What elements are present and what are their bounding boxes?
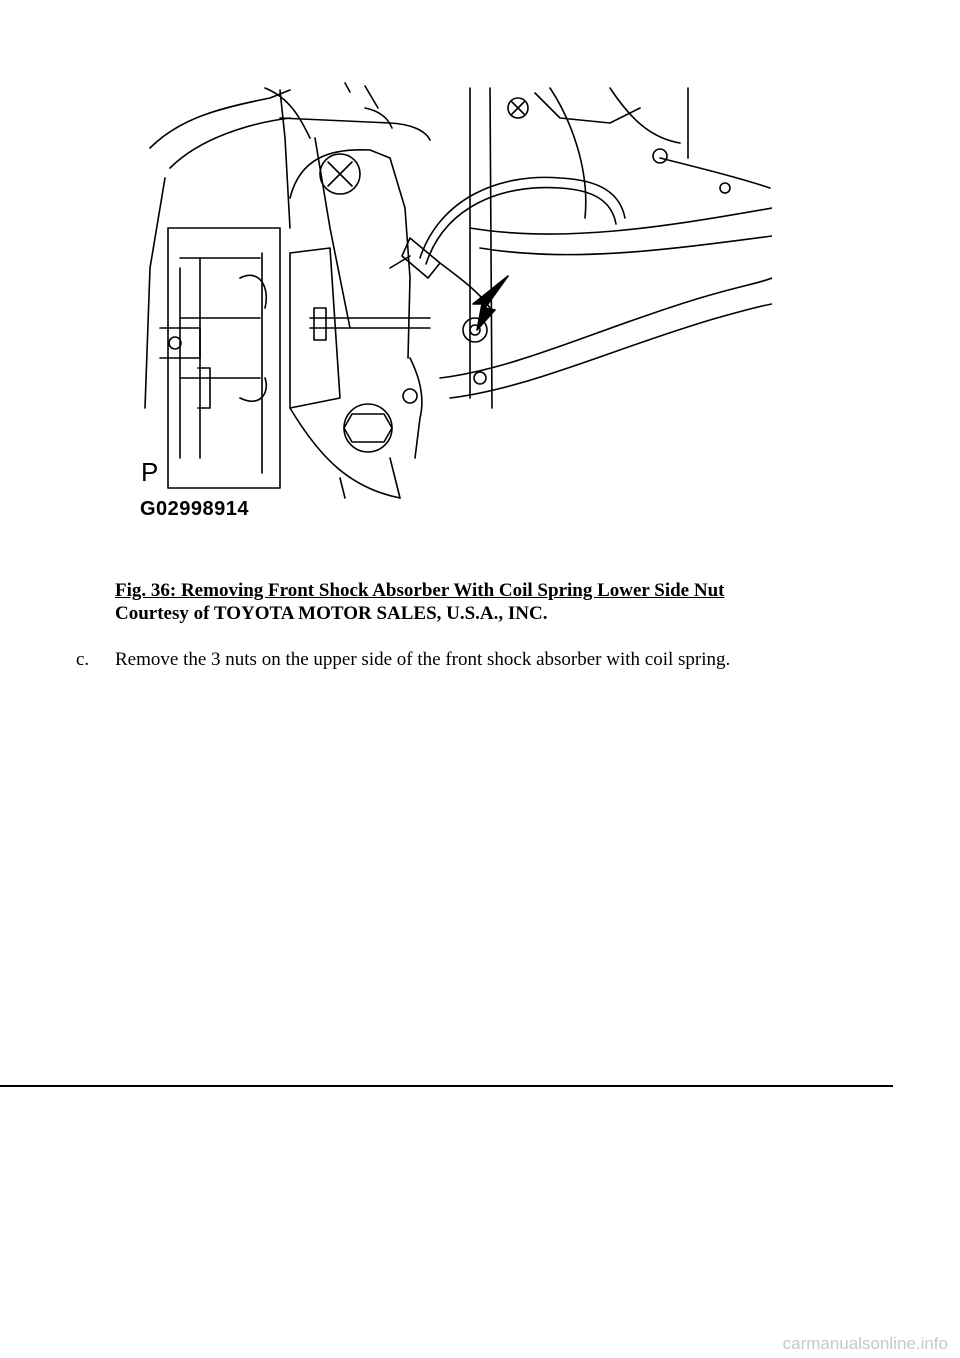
figure-corner-letter: P	[141, 457, 159, 487]
caption-credit: Courtesy of TOYOTA MOTOR SALES, U.S.A., INC.	[115, 603, 548, 624]
figure-image-code: G02998914	[140, 498, 250, 520]
shock-absorber-drawing	[140, 78, 772, 526]
technical-illustration	[140, 78, 772, 526]
procedure-step	[76, 648, 730, 671]
page-divider	[0, 1085, 893, 1087]
step-text: Remove the 3 nuts on the upper side of the front shock absorber with coil spring.	[115, 649, 731, 670]
step-marker: c.	[76, 649, 90, 670]
figure-caption	[115, 579, 724, 625]
caption-title: Fig. 36: Removing Front Shock Absorber With Coil Spring Lower Side Nut	[115, 580, 725, 601]
site-watermark: carmanualsonline.info	[782, 1334, 948, 1353]
